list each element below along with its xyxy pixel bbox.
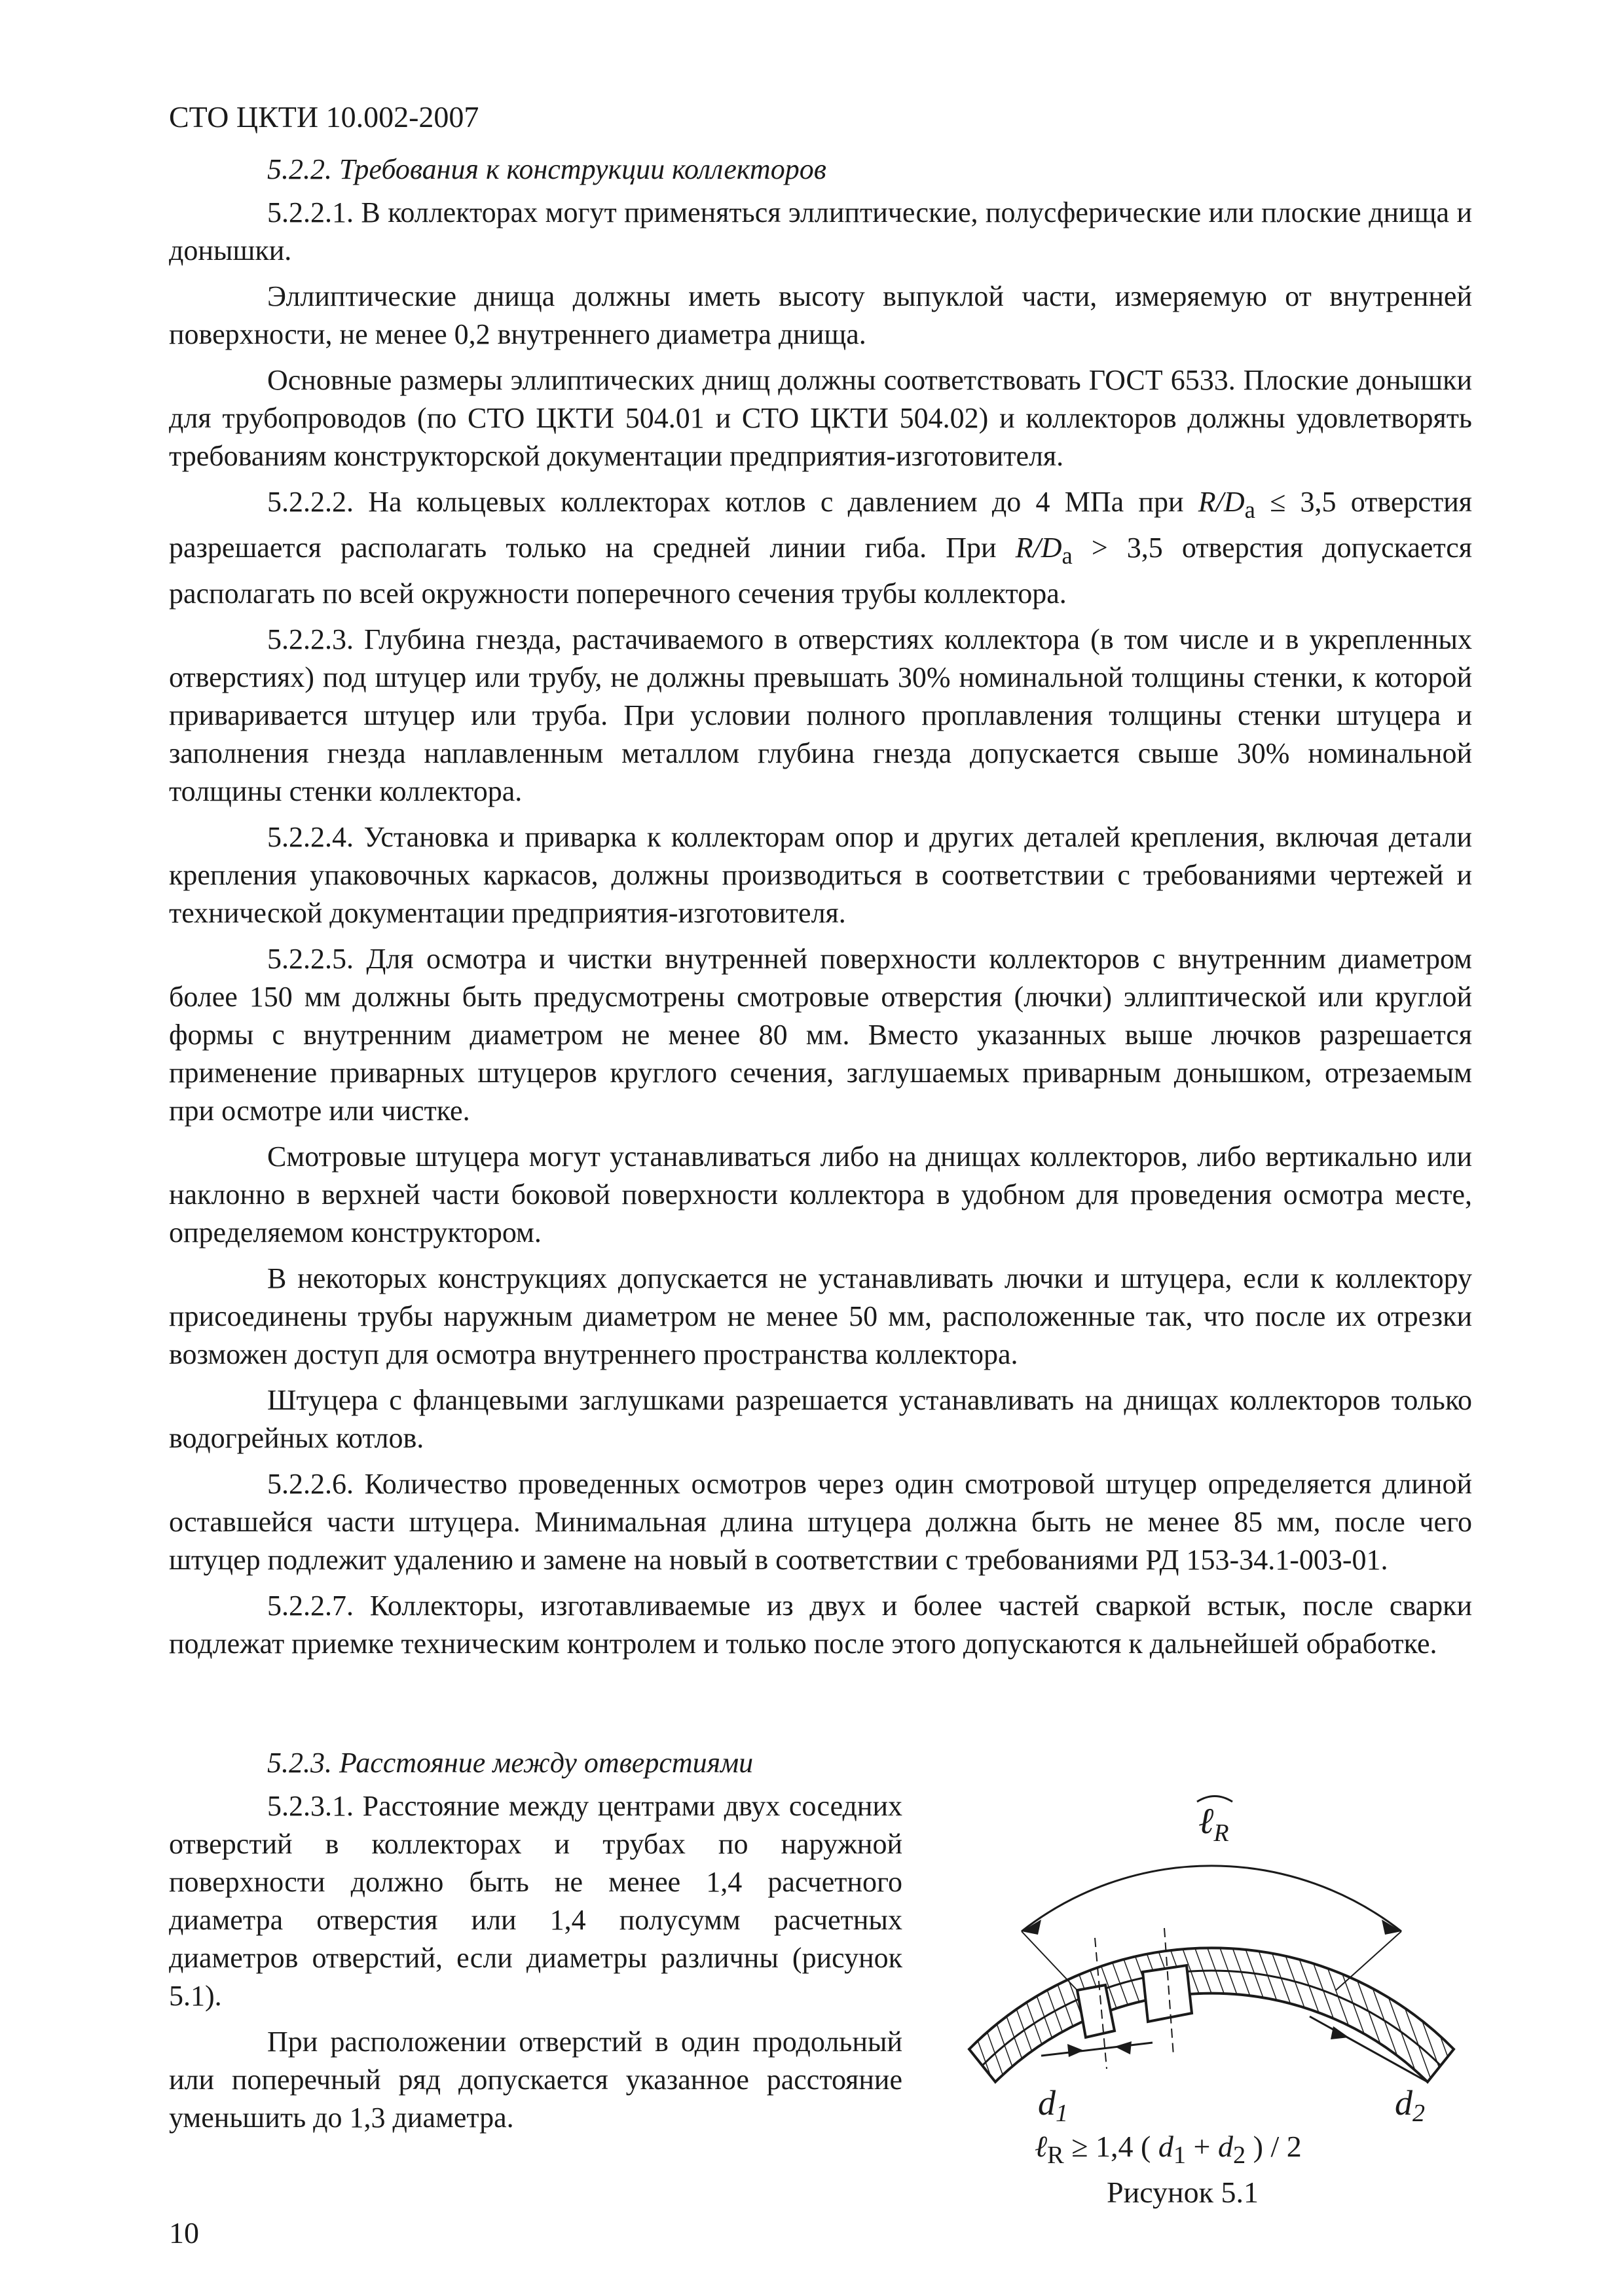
paragraph: 5.2.2.7. Коллекторы, изготавливаемые из двух и более частей сваркой встык, после сварки подлежат приемке техническим контролем и только после этого допускаются к дальнейшей обработке. xyxy=(169,1589,1472,1660)
formula-text: + xyxy=(1186,2130,1218,2163)
text-run: ≤ 3,5 отверстия разрешается располагать только на средней линии гиба. При xyxy=(169,486,1472,564)
subscript: 1 xyxy=(1173,2141,1186,2170)
paragraph: Основные размеры эллиптических днищ должны соответствовать ГОСТ 6533. Плоские донышки для трубопроводов (по СТО ЦКТИ 504.01 и СТО ЦКТИ 504.02) и коллекторов должны удовлетворять требованиям конструкторской документации предприятия-изготовителя. xyxy=(169,364,1472,472)
section-5-2-2 xyxy=(169,151,1472,1671)
formula-symbol: ℓ xyxy=(1035,2130,1048,2163)
section-text-column xyxy=(169,1787,902,2137)
section-title: 5.2.3. Расстояние между отверстиями xyxy=(267,1747,754,1779)
paragraph xyxy=(169,483,1472,613)
formula-symbol: d xyxy=(1217,2130,1233,2163)
arrow-d2-icon xyxy=(1331,2026,1349,2039)
subscript: R xyxy=(1047,2141,1064,2170)
paragraph: 5.2.3.1. Расстояние между центрами двух соседних отверстий в коллекторах и трубах по наружной поверхности должно быть не менее 1,4 расчетного диаметра отверстия или 1,4 полусумм расчетных диаметров отверстий, если диаметры различны (рисунок 5.1). xyxy=(169,1790,902,2012)
figure-formula xyxy=(1035,2128,1302,2174)
paragraph: 5.2.2.4. Установка и приварка к коллекторам опор и других деталей крепления, включая детали крепления упаковочных каркасов, должны производиться в соответствии с требованиями чертежей и технической документации предприятия-изготовителя. xyxy=(169,820,1472,929)
figure-5-1 xyxy=(943,1774,1480,2180)
variable-r-d: R/D xyxy=(1198,486,1245,518)
page-number: 10 xyxy=(169,2216,199,2250)
paragraph: 5.2.2.3. Глубина гнезда, растачиваемого в отверстиях коллектора (в том числе и в укрепленных отверстиях) под штуцер или трубу, не должны превышать 30% номинальной толщины стенки, к которой приваривается штуцер или труба. При условии полного проплавления толщины стенки штуцера и заполнения гнезда наплавленным металлом глубина гнезда допускается свыше 30% номинальной толщины стенки коллектора. xyxy=(169,623,1472,807)
document-header: СТО ЦКТИ 10.002-2007 xyxy=(169,100,479,134)
paragraph: 5.2.2.1. В коллекторах могут применяться эллиптические, полусферические или плоские днища и донышки. xyxy=(169,196,1472,266)
arrow-left-icon xyxy=(1022,1920,1041,1935)
label-d2: d2 xyxy=(1395,2083,1425,2127)
dimension-arc-lr xyxy=(1022,1866,1401,1931)
text-run: > 3,5 отверстия допускается располагать по всей окружности поперечного сечения трубы коллектора. xyxy=(169,531,1472,610)
label-lr: ℓ$_R$ xyxy=(1198,1801,1229,1847)
variable-r-d: R/D xyxy=(1015,531,1062,564)
formula-symbol: d xyxy=(1158,2130,1173,2163)
subscript: 2 xyxy=(1232,2141,1246,2170)
arrow-d1-icon xyxy=(1067,2044,1084,2057)
extension-line-right xyxy=(1336,1931,1401,1990)
section-title: 5.2.2. Требования к конструкции коллекторов xyxy=(267,153,826,185)
subscript: a xyxy=(1244,496,1255,523)
paragraph: Штуцера с фланцевыми заглушками разрешается устанавливать на днищах коллекторов только водогрейных котлов. xyxy=(169,1383,1472,1454)
formula-text: ≥ 1,4 ( xyxy=(1063,2130,1158,2163)
paragraph: 5.2.2.6. Количество проведенных осмотров через один смотровой штуцер определяется длиной оставшейся части штуцера. Минимальная длина штуцера должна быть не менее 85 мм, после чего штуцер подлежит удалению и замене на новый в соответствии с требованиями РД 153-34.1-003-01. xyxy=(169,1467,1472,1576)
dimension-d1-line xyxy=(1041,2043,1153,2056)
paragraph: Эллиптические днища должны иметь высоту выпуклой части, измеряемую от внутренней поверхности, не менее 0,2 внутреннего диаметра днища. xyxy=(169,280,1472,350)
paragraph: 5.2.2.5. Для осмотра и чистки внутренней поверхности коллекторов с внутренним диаметром более 150 мм должны быть предусмотрены смотровые отверстия (лючки) эллиптической или круглой формы с внутренним диаметром не менее 80 мм. Вместо указанных выше лючков разрешается применение приварных штуцеров круглого сечения, заглушаемых приварным донышком, отрезаемым при осмотре или чистке. xyxy=(169,942,1472,1127)
formula-text: ) / 2 xyxy=(1246,2130,1302,2163)
collector-wall xyxy=(969,1948,1454,2082)
paragraph: При расположении отверстий в один продольный или поперечный ряд допускается указанное расстояние уменьшить до 1,3 диаметра. xyxy=(169,2026,902,2134)
label-d1: d1 xyxy=(1038,2083,1068,2127)
arrow-d1b-icon xyxy=(1115,2041,1132,2054)
extension-line-left xyxy=(1022,1931,1077,1990)
arrow-right-icon xyxy=(1382,1920,1401,1935)
paragraph: В некоторых конструкциях допускается не устанавливать лючки и штуцера, если к коллектору присоединены трубы наружным диаметром не менее 50 мм, расположенные так, что после их отрезки возможен доступ для осмотра внутреннего пространства коллектора. xyxy=(169,1262,1472,1370)
paragraph: Смотровые штуцера могут устанавливаться либо на днищах коллекторов, либо вертикально или наклонно в верхней части боковой поверхности коллектора в удобном для проведения осмотра месте, определяемом конструктором. xyxy=(169,1140,1472,1248)
subscript: a xyxy=(1061,541,1073,569)
text-run: 5.2.2.2. На кольцевых коллекторах котлов с давлением до 4 МПа при xyxy=(267,486,1198,518)
figure-caption: Рисунок 5.1 xyxy=(1107,2176,1259,2209)
